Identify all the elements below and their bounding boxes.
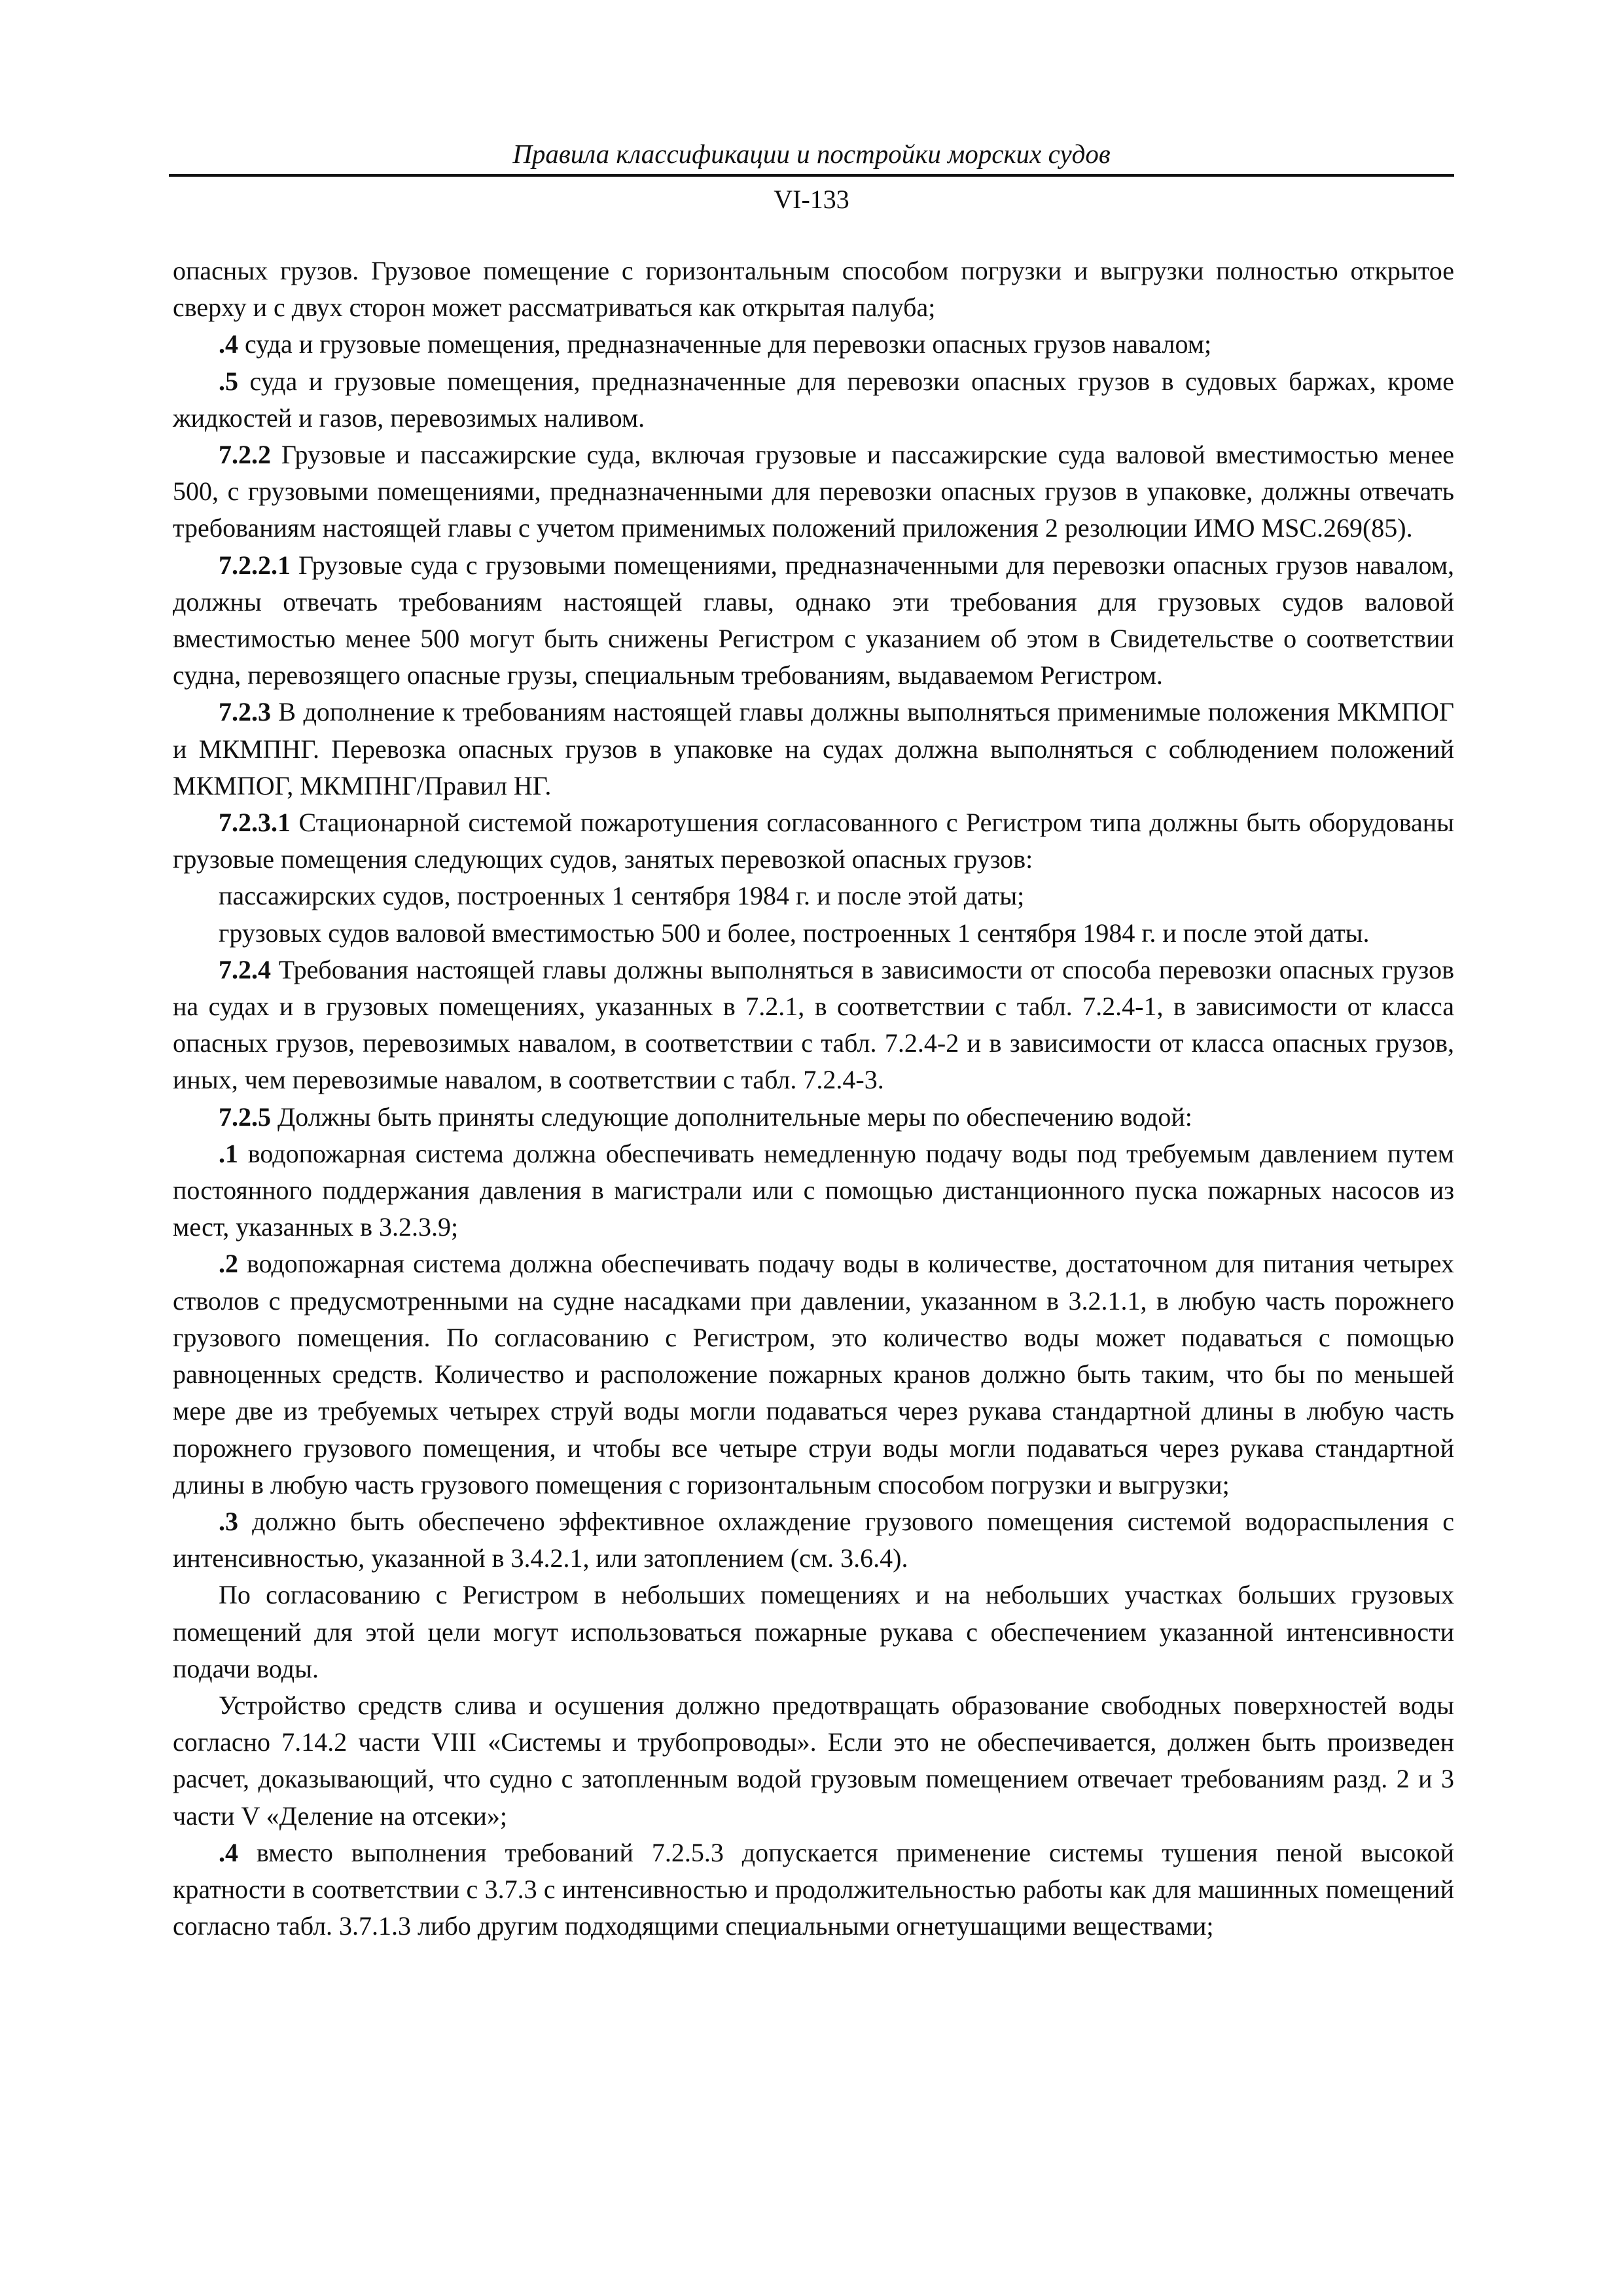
paragraph-passenger-ships: пассажирских судов, построенных 1 сентября 1984 г. и после этой даты; [219,881,1025,911]
list-item-3: .3 должно быть обеспечено эффективное охлаждение грузового помещения системой водораспыления с интенсивностью, указанной в 3.4.2.1, или затоплением (см. 3.6.4). [173,1506,1454,1573]
header-rule [169,174,1454,177]
list-item-4: .4 суда и грузовые помещения, предназначенные для перевозки опасных грузов навалом; [219,329,1212,359]
list-item-1: .1 водопожарная система должна обеспечивать немедленную подачу воды под требуемым давлением путем постоянного поддержания давления в магистрали или с помощью дистанционного пуска пожарных насосов из мест, указанных в 3.2.3.9; [173,1138,1454,1242]
body-text [173,253,1454,1945]
paragraph-drainage: Устройство средств слива и осушения должно предотвращать образование свободных поверхностей воды согласно 7.14.2 части VIII «Системы и трубопроводы». Если это не обеспечивается, должен быть произведен расчет, доказывающий, что судно с затопленным водой грузовым помещением отвечает требованиям разд. 2 и 3 части V «Деление на отсеки»; [173,1690,1454,1831]
clause-7-2-2: 7.2.2 Грузовые и пассажирские суда, включая грузовые и пассажирские суда валовой вместимостью менее 500, с грузовыми помещениями, предназначенными для перевозки опасных грузов в упаковке, должны отвечать требованиям настоящей главы с учетом применимых положений приложения 2 резолюции ИМО MSC.269(85). [173,440,1454,543]
paragraph-continuation: опасных грузов. Грузовое помещение с горизонтальным способом погрузки и выгрузки полностью открытое сверху и с двух сторон может рассматриваться как открытая палуба; [173,256,1454,323]
clause-7-2-2-1: 7.2.2.1 Грузовые суда с грузовыми помещениями, предназначенными для перевозки опасных грузов навалом, должны отвечать требованиям настоящей главы, однако эти требования для грузовых судов валовой вместимостью менее 500 могут быть снижены Регистром с указанием об этом в Свидетельстве о соответствии судна, перевозящего опасные грузы, специальным требованиям, выдаваемом Регистром. [173,550,1454,691]
list-item-5: .5 суда и грузовые помещения, предназначенные для перевозки опасных грузов в судовых баржах, кроме жидкостей и газов, перевозимых наливом. [173,366,1454,433]
list-item-2: .2 водопожарная система должна обеспечивать подачу воды в количестве, достаточном для питания четырех стволов с предусмотренными на судне насадками при давлении, указанном в 3.2.1.1, в любую часть порожнего грузового помещения. По согласованию с Регистром, это количество воды может подаваться с помощью равноценных средств. Количество и расположение пожарных кранов должно быть таким, что бы по меньшей мере две из требуемых четырех струй воды могли подаваться через рукава стандартной длины в любую часть порожнего грузового помещения, и чтобы все четыре струи воды могли подаваться через рукава стандартной длины в любую часть грузового помещения с горизонтальным способом погрузки и выгрузки; [173,1249,1454,1499]
page-number: VI-133 [774,185,849,214]
clause-7-2-5: 7.2.5 Должны быть приняты следующие дополнительные меры по обеспечению водой: [219,1102,1192,1132]
clause-7-2-3: 7.2.3 В дополнение к требованиям настоящей главы должны выполняться применимые положения МКМПОГ и МКМПНГ. Перевозка опасных грузов в упаковке на судах должна выполняться с соблюдением положений МКМПОГ, МКМПНГ/Правил НГ. [173,697,1454,800]
list-item-4-foam: .4 вместо выполнения требований 7.2.5.3 допускается применение системы тушения пеной высокой кратности в соответствии с 3.7.3 с интенсивностью и продолжительностью работы как для машинных помещений согласно табл. 3.7.1.3 либо другим подходящими специальными огнетушащими веществами; [173,1837,1454,1941]
clause-7-2-4: 7.2.4 Требования настоящей главы должны выполняться в зависимости от способа перевозки опасных грузов на судах и в грузовых помещениях, указанных в 7.2.1, в соответствии с табл. 7.2.4-1, в зависимости от класса опасных грузов, перевозимых навалом, в соответствии с табл. 7.2.4-2 и в зависимости от класса опасных грузов, иных, чем перевозимые навалом, в соответствии с табл. 7.2.4-3. [173,954,1454,1095]
running-header: Правила классификации и постройки морских судов [512,139,1111,169]
paragraph-fire-hoses: По согласованию с Регистром в небольших помещениях и на небольших участках больших грузовых помещений для этой цели могут использоваться пожарные рукава с обеспечением указанной интенсивности подачи воды. [173,1580,1454,1683]
clause-7-2-3-1: 7.2.3.1 Стационарной системой пожаротушения согласованного с Регистром типа должны быть оборудованы грузовые помещения следующих судов, занятых перевозкой опасных грузов: [173,808,1454,874]
paragraph-cargo-ships: грузовых судов валовой вместимостью 500 и более, построенных 1 сентября 1984 г. и после этой даты. [219,918,1370,948]
